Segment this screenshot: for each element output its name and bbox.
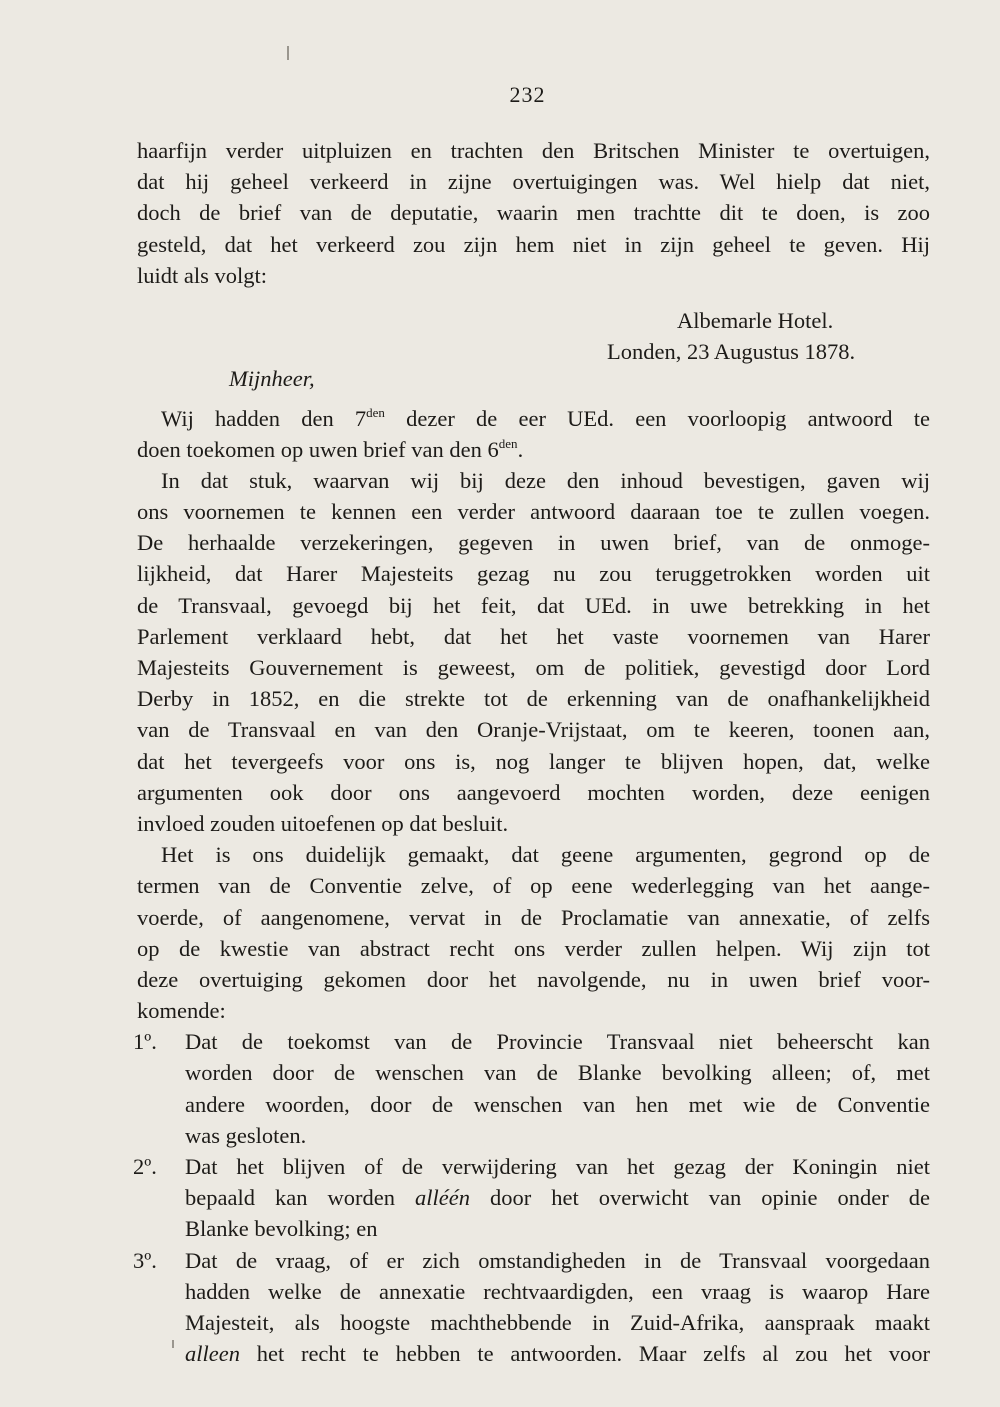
text-line: hadden welke de annexatie rechtvaardigden, een vraag is waarop Hare (185, 1278, 930, 1304)
list-marker: 1º. (133, 1029, 157, 1055)
text-line: ons voornemen te kennen een verder antwoord daaraan toe te zullen voegen. (137, 499, 930, 525)
text-line: luidt als volgt: (137, 262, 268, 288)
text-line: doen toekomen op uwen brief van den $6^{den}$. (137, 435, 524, 462)
text-line: invloed zouden uitoefenen op dat besluit. (137, 810, 509, 836)
text-line: argumenten ook door ons aangevoerd mochten worden, deze eenigen (137, 779, 930, 805)
list-item (133, 1151, 930, 1245)
letter-date: Londen, 23 Augustus 1878. (607, 339, 856, 365)
text-line: haarfijn verder uitpluizen en trachten den Britschen Minister te overtuigen, (137, 138, 930, 163)
text-line: deze overtuiging gekomen door het navolgende, nu in uwen brief voor- (137, 966, 930, 992)
text-line: alleen het recht te hebben te antwoorden. Maar zelfs al zou het voor (185, 1341, 930, 1367)
text-line: termen van de Conventie zelve, of op eene wederlegging van het aange- (137, 873, 930, 899)
text-line: De herhaalde verzekeringen, gegeven in uwen brief, van de onmoge- (137, 530, 930, 556)
page-number: 232 (509, 82, 546, 107)
list-marker: 2º. (133, 1154, 157, 1179)
text-line: In dat stuk, waarvan wij bij deze den inhoud bevestigen, gaven wij (161, 467, 930, 493)
text-line: doch de brief van de deputatie, waarin men trachtte dit te doen, is zoo (137, 200, 930, 226)
text-line: Het is ons duidelijk gemaakt, dat geene argumenten, gegrond op de (161, 842, 930, 868)
text-line: van de Transvaal en van den Oranje-Vrijstaat, om te keeren, toonen aan, (137, 717, 930, 743)
body-text (133, 135, 930, 1369)
text-line: gesteld, dat het verkeerd zou zijn hem niet in zijn geheel te geven. Hij (137, 231, 930, 257)
list-marker: 3º. (133, 1247, 157, 1273)
text-line: Dat het blijven of de verwijdering van het gezag der Koningin niet (185, 1154, 930, 1179)
text-line: lijkheid, dat Harer Majesteits gezag nu zou teruggetrokken worden uit (137, 561, 930, 587)
text-line: Blanke bevolking; en (185, 1216, 378, 1242)
text-line: andere woorden, door de wenschen van hen met wie de Conventie (185, 1091, 930, 1117)
text-line: Derby in 1852, en die strekte tot de erkenning van de onafhankelijkheid (137, 686, 930, 712)
text-line: dat hij geheel verkeerd in zijne overtuigingen was. Wel hielp dat niet, (137, 169, 930, 195)
text-line: voerde, of aangenomene, vervat in de Proclamatie van annexatie, of zelfs (137, 904, 930, 930)
text-line: Majesteit, als hoogste machthebbende in Zuid-Afrika, aanspraak maakt (185, 1309, 930, 1335)
emphasis: alleen (185, 1341, 240, 1367)
text-line: bepaald kan worden alléén door het overwicht van opinie onder de (185, 1185, 930, 1211)
text-line: op de kwestie van abstract recht ons verder zullen helpen. Wij zijn tot (137, 935, 930, 961)
text-line: komende: (137, 998, 226, 1024)
text-line: Wij hadden den $7^{den}$ dezer de eer UEd. een voorloopig antwoord te (161, 404, 930, 431)
text-line: Majesteits Gouvernement is geweest, om de politiek, gevestigd door Lord (137, 655, 930, 680)
text-line: de Transvaal, gevoegd bij het feit, dat UEd. in uwe betrekking in het (137, 592, 930, 618)
text-line: worden door de wenschen van de Blanke bevolking alleen; of, met (185, 1060, 930, 1086)
numbered-list (133, 1026, 930, 1369)
text-line: Dat de toekomst van de Provincie Transvaal niet beheerscht kan (185, 1029, 930, 1055)
text-line: Dat de vraag, of er zich omstandigheden in de Transvaal voorgedaan (185, 1247, 930, 1273)
text-line: was gesloten. (185, 1122, 307, 1148)
letter-salutation: Mijnheer, (229, 366, 315, 392)
text-line: Parlement verklaard hebt, dat het het vaste voornemen van Harer (137, 623, 930, 649)
letter-place: Albemarle Hotel. (677, 307, 834, 333)
print-speck (287, 46, 289, 60)
list-item (133, 1026, 930, 1151)
emphasis: alléén (414, 1185, 470, 1211)
text-line: dat het tevergeefs voor ons is, nog langer te blijven hopen, dat, welke (137, 748, 930, 774)
list-item (133, 1245, 930, 1370)
